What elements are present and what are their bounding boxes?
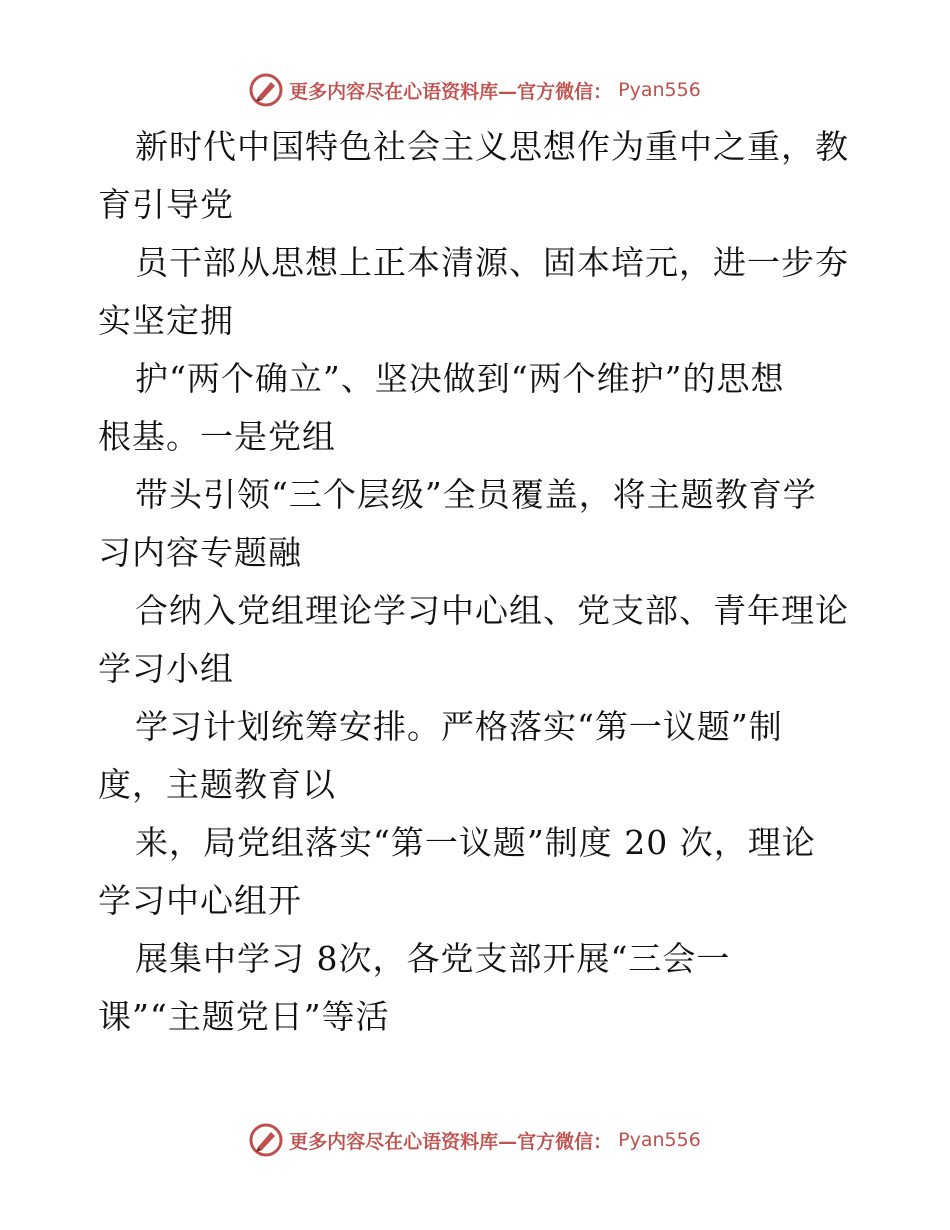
- body-line: 新时代中国特色社会主义思想作为重中之重，教: [135, 127, 849, 166]
- body-line: 根基。一是党组: [98, 417, 336, 456]
- banner-text: 更多内容尽在心语资料库—官方微信：: [289, 80, 613, 103]
- banner-text: 更多内容尽在心语资料库—官方微信：: [289, 1130, 613, 1153]
- pen-logo-icon: [249, 73, 283, 107]
- pen-logo-icon: [249, 1123, 283, 1157]
- banner-wechat-id: Pyan556: [618, 1129, 701, 1151]
- body-line: 学习计划统筹安排。严格落实“第一议题”制: [135, 707, 783, 746]
- banner-wechat-id: Pyan556: [618, 79, 701, 101]
- body-line: 课”“主题党日”等活: [98, 997, 390, 1036]
- footer-banner: [0, 1120, 950, 1160]
- body-line: 展集中学习 8次，各党支部开展“三会一: [135, 939, 731, 978]
- body-line: 带头引领“三个层级”全员覆盖，将主题教育学: [135, 475, 817, 514]
- body-line: 育引导党: [98, 185, 234, 224]
- body-line: 学习小组: [98, 649, 234, 688]
- document-body: [98, 118, 858, 1046]
- body-line: 习内容专题融: [98, 533, 302, 572]
- body-line: 护“两个确立”、坚决做到“两个维护”的思想: [135, 359, 785, 398]
- body-line: 度，主题教育以: [98, 765, 336, 804]
- body-line: 学习中心组开: [98, 881, 302, 920]
- header-banner: [0, 70, 950, 110]
- body-line: 员干部从思想上正本清源、固本培元，进一步夯: [135, 243, 849, 282]
- body-line: 实坚定拥: [98, 301, 234, 340]
- body-line: 来，局党组落实“第一议题”制度 20 次，理论: [135, 823, 816, 862]
- body-line: 合纳入党组理论学习中心组、党支部、青年理论: [135, 591, 849, 630]
